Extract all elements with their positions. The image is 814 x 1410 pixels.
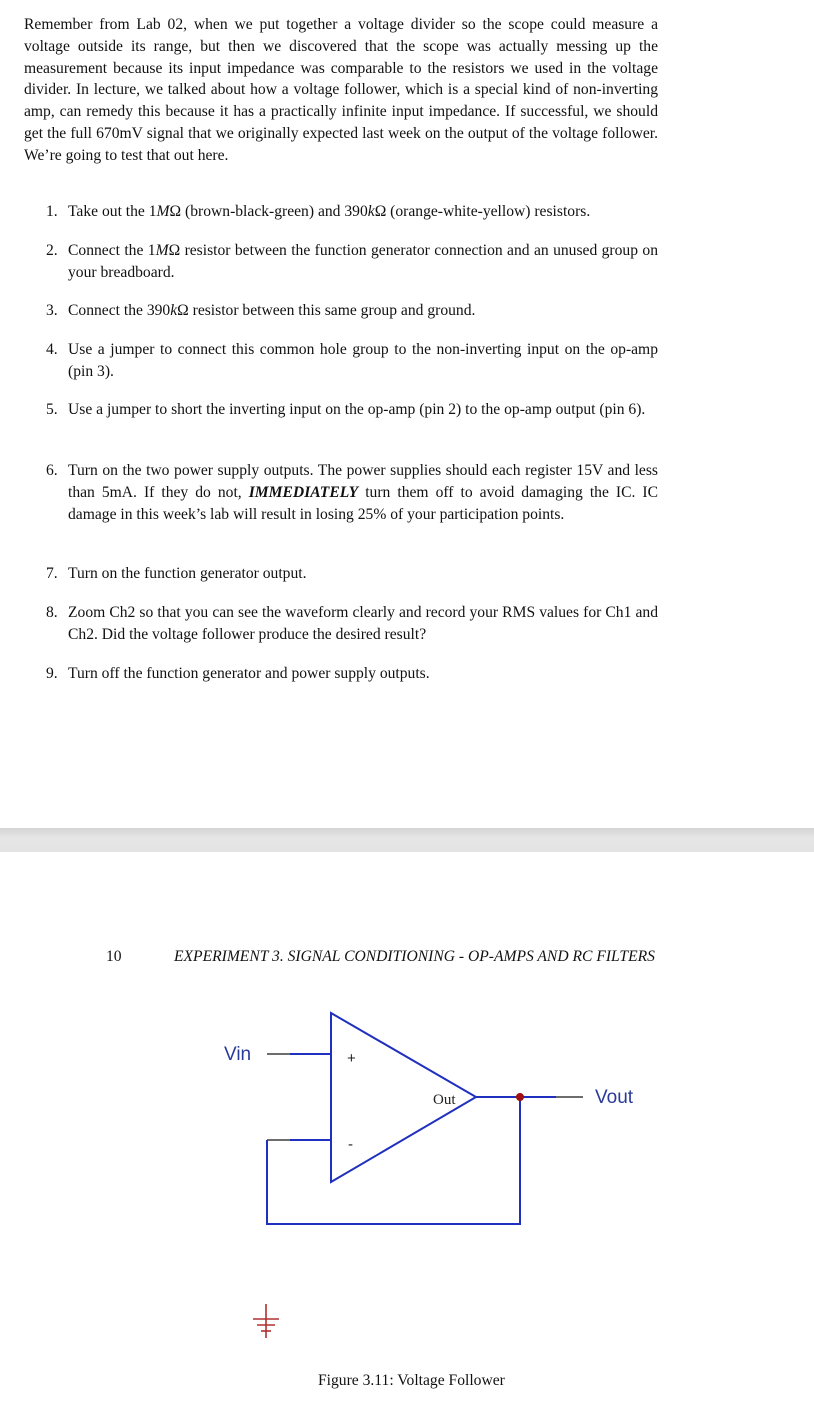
list-item-text: Take out the 1MΩ (brown-black-green) and 390kΩ (orange-white-yellow) resistors. — [68, 203, 591, 220]
feedback-wire — [267, 1097, 520, 1224]
list-item-text: Use a jumper to short the inverting input on the op-amp (pin 2) to the op-amp output (pin 6). — [68, 401, 646, 418]
page-number: 10 — [106, 948, 122, 965]
list-item-text: Turn off the function generator and power supply outputs. — [68, 665, 430, 682]
voltage-follower-figure — [0, 852, 814, 1372]
list-item-text: Turn on the two power supply outputs. The power supplies should each register 15V and less than 5mA. If they do not, IMMEDIATELY turn them off to avoid damaging the IC. IC damage in this week’s lab will result in losing 25% of your participation points. — [68, 462, 659, 523]
list-item-number: 3. — [46, 302, 58, 319]
list-item-number: 9. — [46, 665, 58, 682]
list-item-text: Connect the 1MΩ resistor between the function generator connection and an unused group on your breadboard. — [68, 242, 658, 281]
plus-label: + — [347, 1050, 356, 1067]
vout-label: Vout — [595, 1087, 634, 1108]
list-item-number: 4. — [46, 341, 58, 358]
intro-paragraph: Remember from Lab 02, when we put together a voltage divider so the scope could measure a voltage outside its range, but then we discovered that the scope was actually messing up the measurement because its input impedance was comparable to the resistors we used in the voltage divider. In lecture, we talked about how a voltage follower, which is a special kind of non-inverting amp, can remedy this because it has a practically infinite input impedance. If successful, we should get the full 670mV signal that we originally expected last week on the output of the voltage follower. We’re going to test that out here. — [24, 16, 658, 164]
list-item-number: 5. — [46, 401, 58, 418]
document-page-bottom — [0, 852, 814, 1410]
vin-label: Vin — [224, 1044, 252, 1065]
list-item-number: 1. — [46, 203, 58, 220]
page-separator — [0, 828, 814, 852]
list-item-number: 2. — [46, 242, 58, 259]
list-item-text: Zoom Ch2 so that you can see the waveform clearly and record your RMS values for Ch1 and Ch2. Did the voltage follower produce the desired result? — [68, 604, 658, 643]
list-item-number: 6. — [46, 462, 58, 479]
list-item-number: 8. — [46, 604, 58, 621]
minus-label: - — [348, 1136, 353, 1153]
list-item-text: Connect the 390kΩ resistor between this same group and ground. — [68, 302, 476, 319]
out-label: Out — [433, 1092, 456, 1108]
output-node — [516, 1093, 524, 1101]
ground-icon — [253, 1304, 279, 1338]
list-item-text: Use a jumper to connect this common hole group to the non-inverting input on the op-amp (pin 3). — [68, 341, 658, 380]
figure-caption: Figure 3.11: Voltage Follower — [318, 1372, 505, 1389]
running-head: EXPERIMENT 3. SIGNAL CONDITIONING - OP-AMPS AND RC FILTERS — [174, 948, 655, 965]
list-item-number: 7. — [46, 565, 58, 582]
warning-emphasis: IMMEDIATELY — [248, 483, 359, 501]
list-item-text: Turn on the function generator output. — [68, 565, 307, 582]
